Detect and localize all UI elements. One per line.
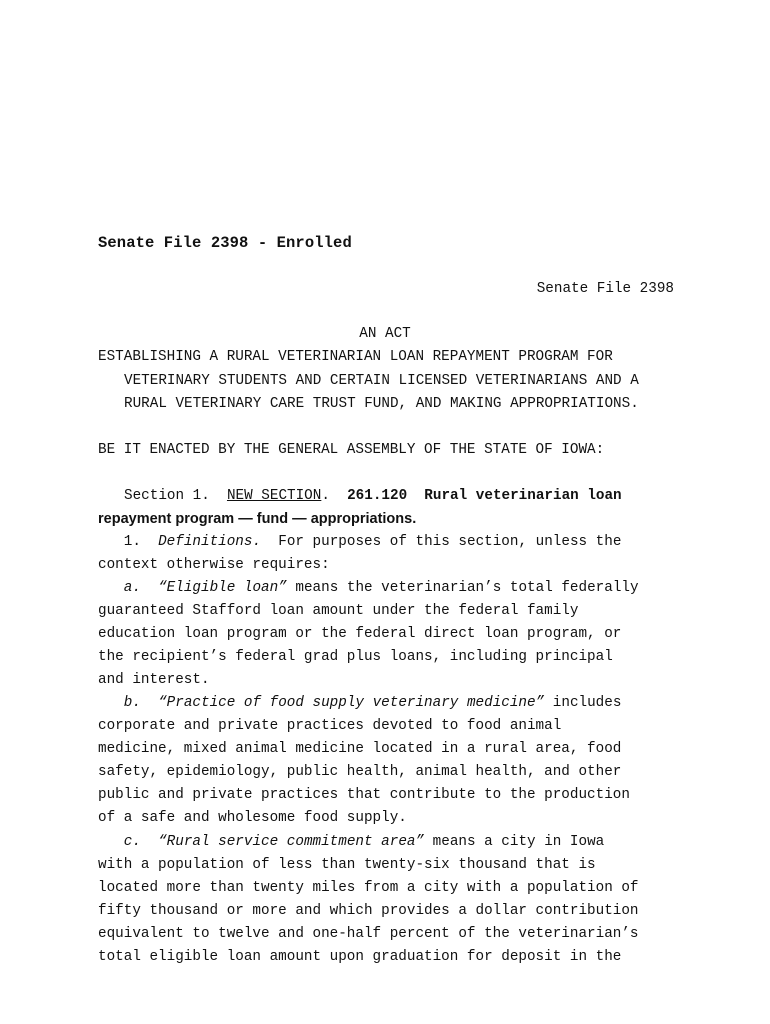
enacting-clause: BE IT ENACTED BY THE GENERAL ASSEMBLY OF THE STATE OF IOWA: <box>98 442 605 458</box>
subsection-1 <box>98 532 621 552</box>
paragraph-line: medicine, mixed animal medicine located in a rural area, food <box>98 741 622 757</box>
paragraph-line: equivalent to twelve and one-half percent of the veterinarian’s <box>98 926 639 942</box>
act-description-line: ESTABLISHING A RURAL VETERINARIAN LOAN REPAYMENT PROGRAM FOR <box>98 349 613 365</box>
paragraph-line: fifty thousand or more and which provides a dollar contribution <box>98 903 639 919</box>
paragraph-letter: a. <box>123 580 141 596</box>
paragraph-line: public and private practices that contribute to the production <box>98 787 630 803</box>
paragraph-line: guaranteed Stafford loan amount under the federal family <box>98 603 579 619</box>
act-description-line: VETERINARY STUDENTS AND CERTAIN LICENSED VETERINARIANS AND A <box>124 373 639 389</box>
subsection-text: For purposes of this section, unless the <box>278 534 622 550</box>
document-heading: Senate File 2398 - Enrolled <box>98 234 352 252</box>
section-title: 261.120 Rural veterinarian loan <box>347 488 622 504</box>
paragraph-line: with a population of less than twenty-six thousand that is <box>98 857 596 873</box>
paragraph-letter: b. <box>123 695 141 711</box>
new-section-label: NEW SECTION <box>226 488 322 504</box>
paragraph-line: the recipient’s federal grad plus loans, including principal <box>98 649 613 665</box>
paragraph-line: corporate and private practices devoted to food animal <box>98 718 562 734</box>
defined-term: “Practice of food supply veterinary medicine” <box>158 695 545 711</box>
defined-term: “Eligible loan” <box>158 580 287 596</box>
paragraph-text: includes <box>552 695 622 711</box>
paragraph-letter: c. <box>123 834 141 850</box>
section-label: Section 1. <box>124 488 210 504</box>
subsection-text-line: context otherwise requires: <box>98 557 330 573</box>
defined-term: “Rural service commitment area” <box>158 834 425 850</box>
paragraph-a <box>98 578 639 598</box>
paragraph-line: total eligible loan amount upon graduation for deposit in the <box>98 949 622 965</box>
paragraph-line: education loan program or the federal direct loan program, or <box>98 626 622 642</box>
paragraph-line: located more than twenty miles from a city with a population of <box>98 880 639 896</box>
paragraph-line: and interest. <box>98 672 210 688</box>
file-reference: Senate File 2398 <box>536 281 674 297</box>
paragraph-text: means the veterinarian’s total federally <box>295 580 639 596</box>
paragraph-b <box>98 693 621 713</box>
act-description-line: RURAL VETERINARY CARE TRUST FUND, AND MAKING APPROPRIATIONS. <box>124 396 639 412</box>
paragraph-text: means a city in Iowa <box>432 834 605 850</box>
paragraph-line: safety, epidemiology, public health, animal health, and other <box>98 764 622 780</box>
section-heading: Section 1. NEW SECTION. 261.120 Rural veterinarian loan <box>124 488 622 504</box>
section-title-cont: repayment program — fund — appropriations. <box>98 511 417 527</box>
paragraph-line: of a safe and wholesome food supply. <box>98 810 407 826</box>
act-title: AN ACT <box>359 326 411 342</box>
subsection-title: Definitions. <box>158 534 262 550</box>
subsection-number: 1. <box>123 534 141 550</box>
paragraph-c <box>98 832 604 852</box>
